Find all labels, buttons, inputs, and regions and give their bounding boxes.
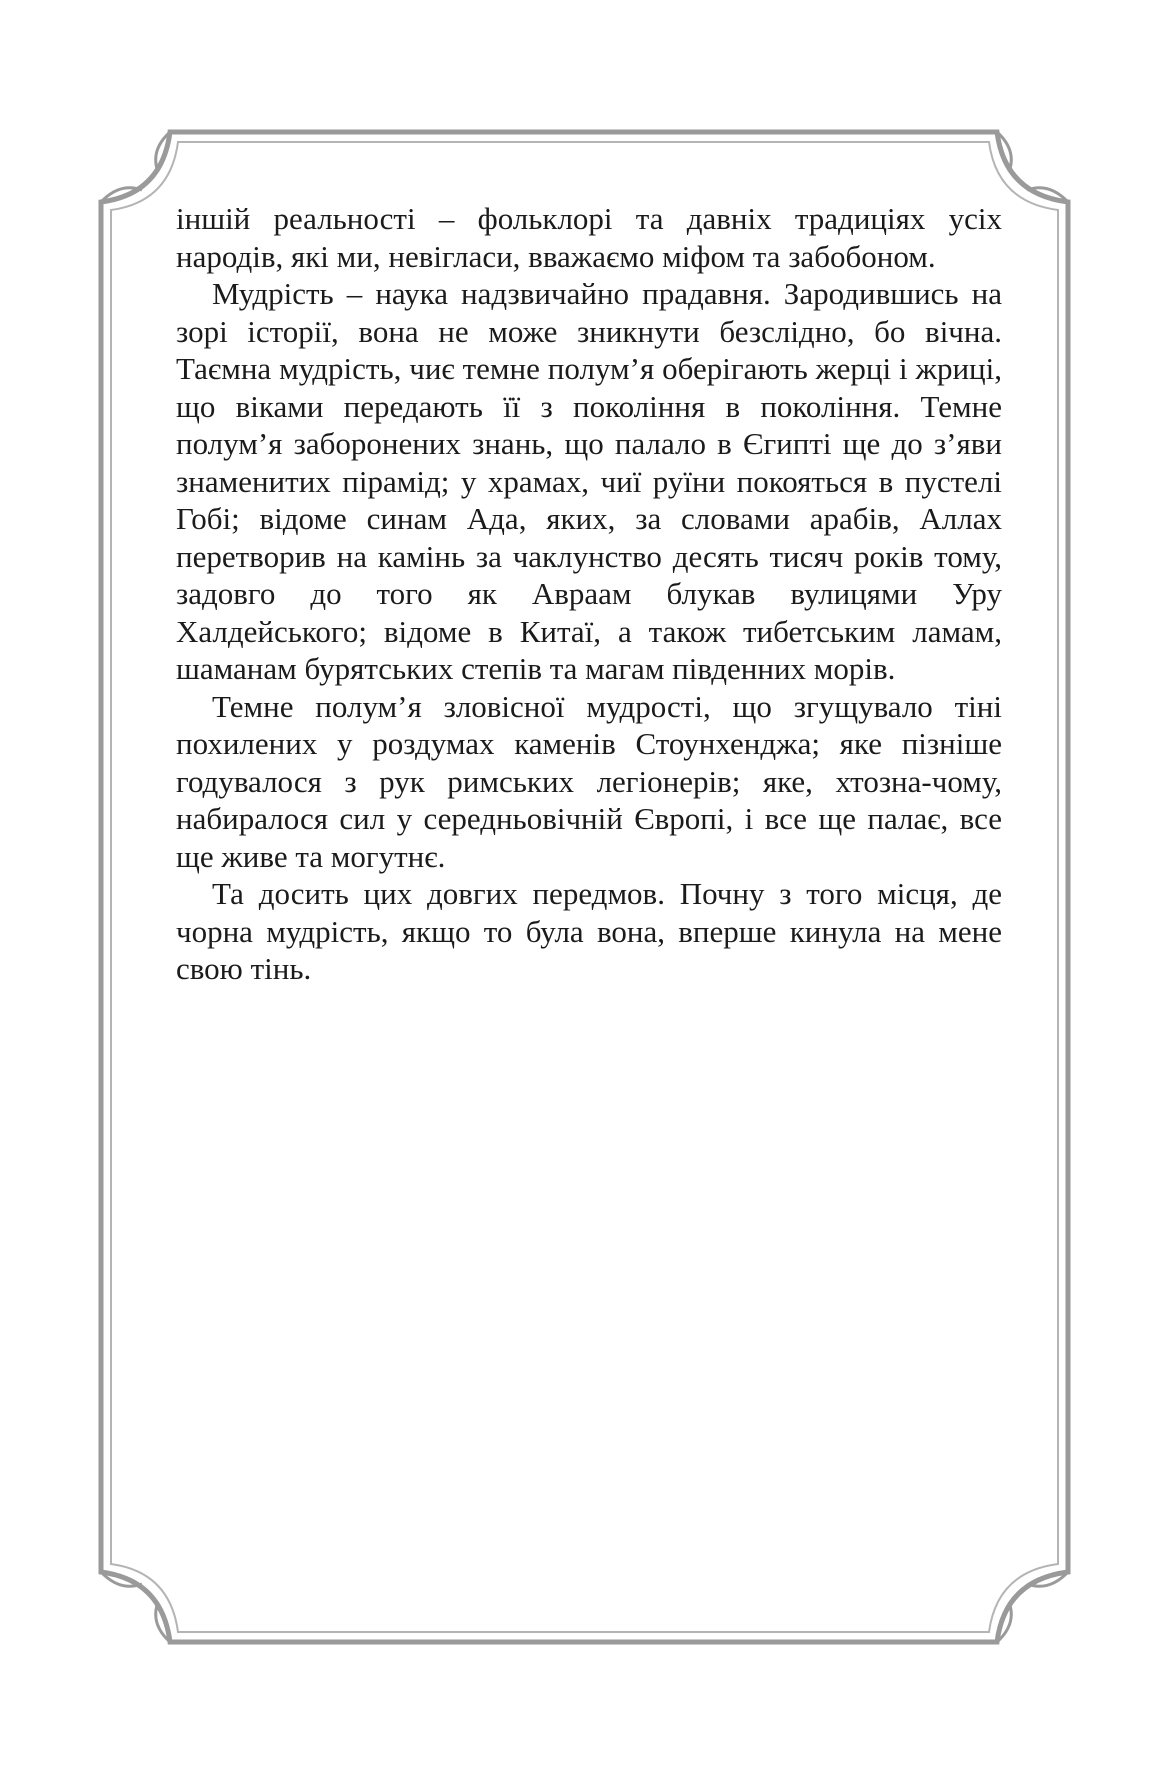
page-body-text bbox=[176, 200, 1002, 988]
corner-ornament-top-left bbox=[101, 132, 170, 202]
corner-ornament-bottom-left bbox=[101, 1572, 170, 1642]
paragraph-beginning: Та досить цих довгих передмов. Почну з того місця, де чорна мудрість, якщо то була вона, вперше кинула на мене свою тінь. bbox=[176, 876, 1002, 986]
paragraph-continued: іншій реальності – фольклорі та давніх традиціях усіх народів, які ми, невігласи, вважаємо міфом та забобоном. bbox=[176, 201, 1002, 274]
paragraph-dark-flame: Темне полум’я зловісної мудрості, що згущувало тіні похилених у роздумах каменів Стоунхенджа; яке пізніше годувалося з рук римських легіонерів; яке, хтозна-чому, набиралося сил у середньовічній Європі, і все ще палає, все ще живе та могутнє. bbox=[176, 688, 1002, 874]
corner-ornament-bottom-right bbox=[997, 1572, 1068, 1642]
paragraph-wisdom: Мудрість – наука надзвичайно прадавня. Зародившись на зорі історії, вона не може зникнути безслідно, бо вічна. Таємна мудрість, чиє темне полум’я оберігають жерці і жриці, що віками передають її з покоління в покоління. Темне полум’я заборонених знань, що палало в Єгипті ще до з’яви знаменитих пірамід; у храмах, чиї руїни покояться в пустелі Гобі; відоме синам Ада, яких, за словами арабів, Аллах перетворив на камінь за чаклунство десять тисяч років тому, задовго до того як Авраам блукав вулицями Уру Халдейського; відоме в Китаї, а також тибетським ламам, шаманам бурятських степів та магам південних морів. bbox=[176, 276, 1002, 686]
corner-ornament-top-right bbox=[997, 132, 1068, 202]
